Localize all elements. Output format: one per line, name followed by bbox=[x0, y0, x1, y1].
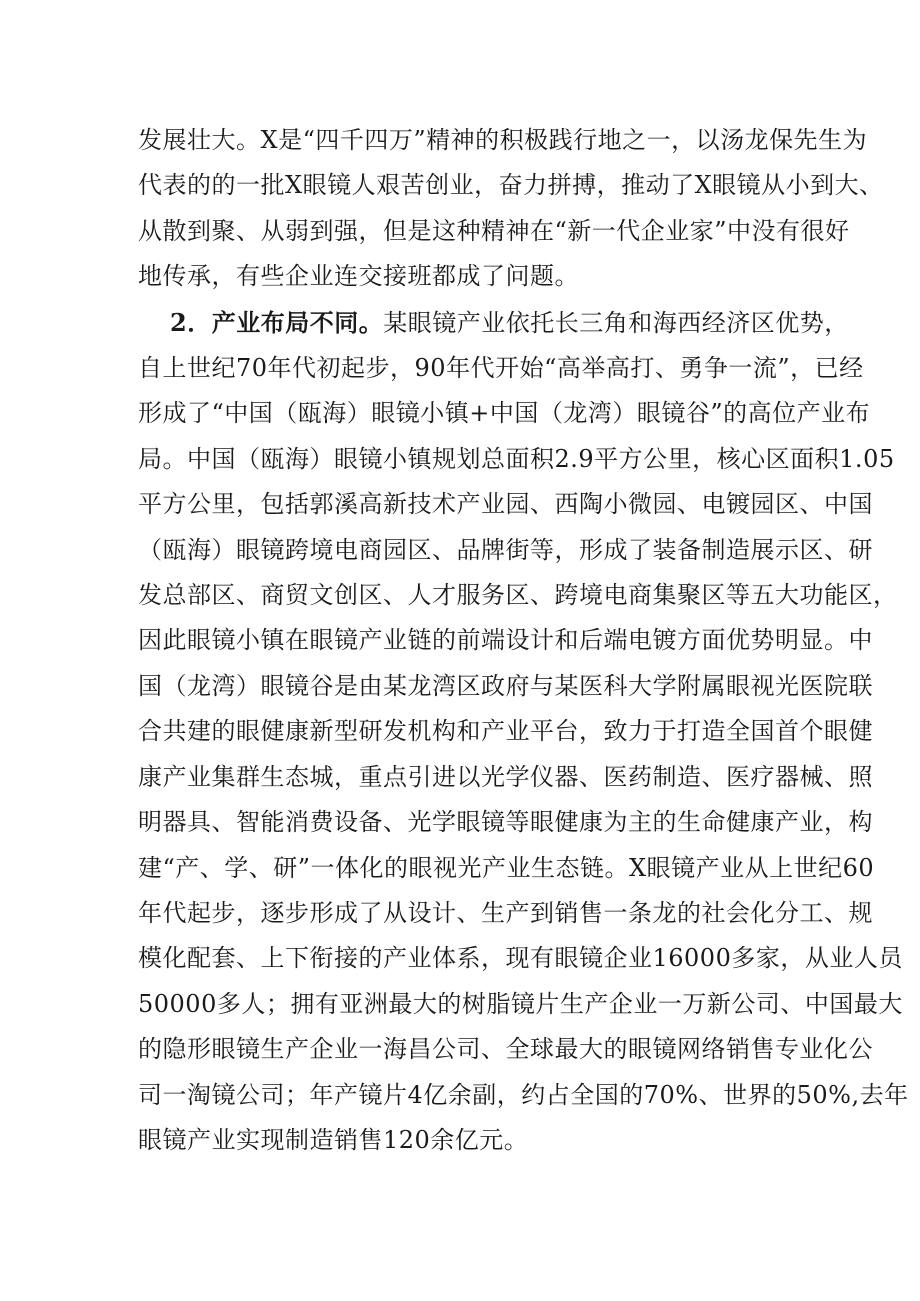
text-line bbox=[138, 300, 849, 346]
section-heading: 2．产业布局不同。 bbox=[170, 307, 384, 337]
text-line: 地传承，有些企业连交接班都成了问题。 bbox=[138, 262, 579, 291]
text-line: 建“产、学、研”一体化的眼视光产业生态链。X眼镜产业从上世纪60 bbox=[138, 853, 875, 882]
text-line: 发总部区、商贸文创区、人才服务区、跨境电商集聚区等五大功能区， bbox=[138, 581, 898, 610]
text-line: 司一淘镜公司；年产镜片4亿余副，约占全国的70%、世界的50%,去年 bbox=[138, 1080, 909, 1109]
text-line: 合共建的眼健康新型研发机构和产业平台，致力于打造全国首个眼健 bbox=[138, 717, 873, 746]
text-span: 某眼镜产业依托长三角和海西经济区优势， bbox=[383, 308, 849, 337]
paragraph-2 bbox=[138, 300, 909, 1164]
text-line: 康产业集群生态城，重点引进以光学仪器、医药制造、医疗器械、照 bbox=[138, 762, 873, 791]
text-line: 国（龙湾）眼镜谷是由某龙湾区政府与某医科大学附属眼视光医院联 bbox=[138, 671, 873, 700]
text-line: 从散到聚、从弱到强，但是这种精神在“新一代企业家”中没有很好 bbox=[138, 216, 850, 245]
text-line: 形成了“中国（瓯海）眼镜小镇+中国（龙湾）眼镜谷”的高位产业布 bbox=[138, 399, 871, 428]
text-line: 局。中国（瓯海）眼镜小镇规划总面积2.9平方公里，核心区面积1.05 bbox=[138, 444, 895, 473]
text-line: 50000多人；拥有亚洲最大的树脂镜片生产企业一万新公司、中国最大 bbox=[138, 989, 903, 1018]
text-line: 自上世纪70年代初起步，90年代开始“高举高打、勇争一流”，已经 bbox=[138, 354, 864, 383]
text-line: 代表的的一批X眼镜人艰苦创业，奋力拼搏，推动了X眼镜从小到大、 bbox=[138, 171, 884, 200]
text-line: 发展壮大。X是“四千四万”精神的积极践行地之一，以汤龙保先生为 bbox=[138, 126, 868, 154]
text-line: 的隐形眼镜生产企业一海昌公司、全球最大的眼镜网络销售专业化公 bbox=[138, 1035, 873, 1064]
text-line: 平方公里，包括郭溪高新技术产业园、西陶小微园、电镀园区、中国 bbox=[138, 490, 873, 519]
text-line: 眼镜产业实现制造销售120余亿元。 bbox=[138, 1125, 529, 1154]
text-line: 因此眼镜小镇在眼镜产业链的前端设计和后端电镀方面优势明显。中 bbox=[138, 626, 873, 655]
paragraph-1 bbox=[138, 118, 884, 300]
text-line: 模化配套、上下衔接的产业体系，现有眼镜企业16000多家，从业人员 bbox=[138, 944, 903, 973]
text-line: 明器具、智能消费设备、光学眼镜等眼健康为主的生命健康产业，构 bbox=[138, 808, 873, 837]
text-line: （瓯海）眼镜跨境电商园区、品牌街等，形成了装备制造展示区、研 bbox=[138, 535, 873, 564]
body-text bbox=[138, 118, 909, 1163]
text-line: 年代起步，逐步形成了从设计、生产到销售一条龙的社会化分工、规 bbox=[138, 898, 873, 927]
